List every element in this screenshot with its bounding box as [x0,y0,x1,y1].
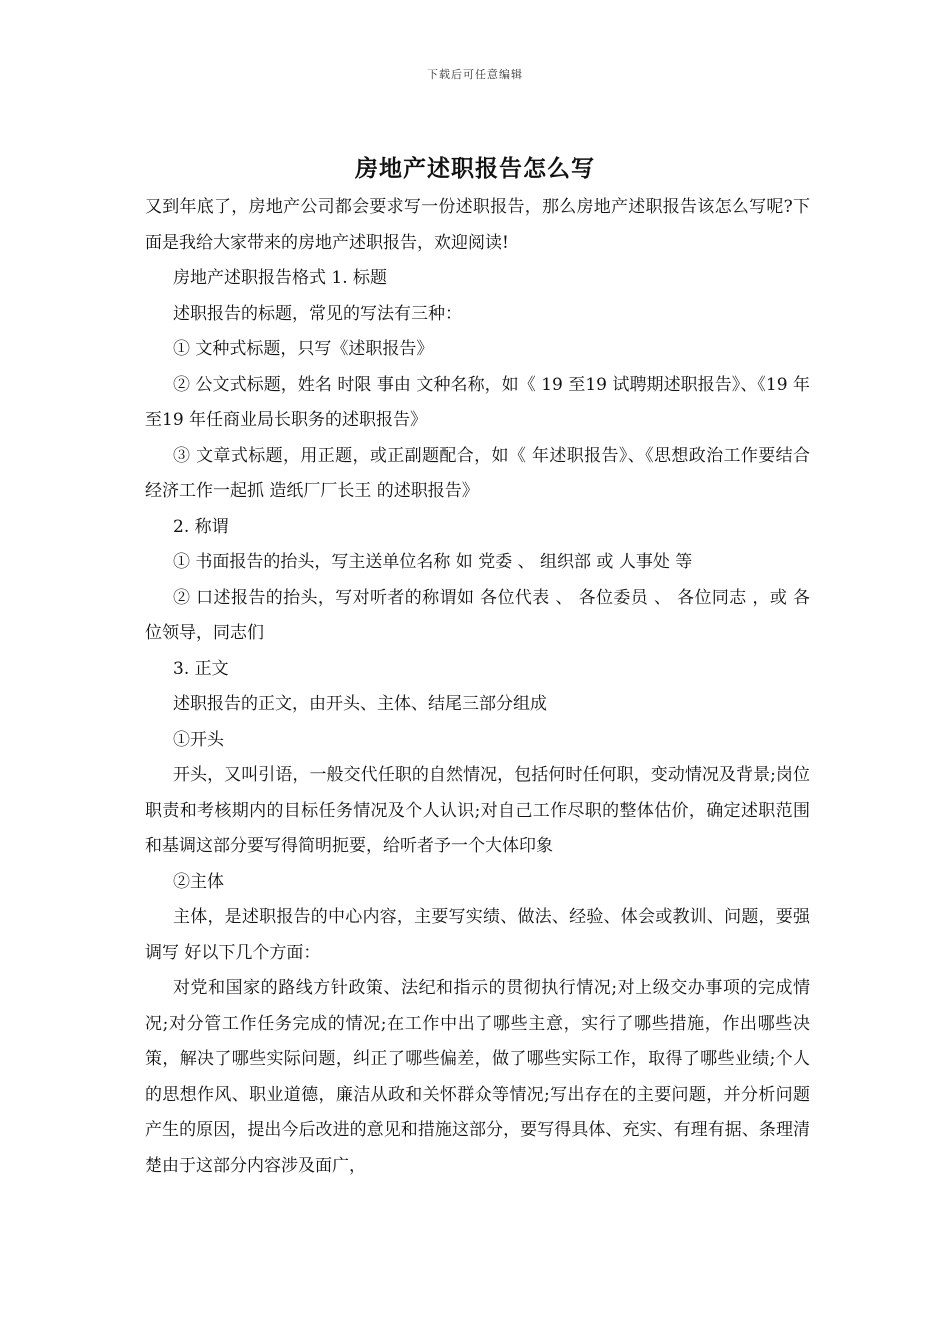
page-title: 房地产述职报告怎么写 [355,155,595,182]
paragraph: 房地产述职报告格式 1. 标题 [173,268,388,288]
paragraph: 主体，是述职报告的中心内容，主要写实绩、做法、经验、体会或教训、问题，要强调写 好以下几个方面： [145,907,810,963]
paragraph: 述职报告的正文，由开头、主体、结尾三部分组成 [173,694,547,714]
paragraph: 开头，又叫引语，一般交代任职的自然情况，包括何时任何职，变动情况及背景;岗位职责和考核期内的目标任务情况及个人认识;对自己工作尽职的整体估价，确定述职范围和基调这部分要写得简明扼要，给听者予一个大体印象 [145,765,810,856]
paragraph: ① 文种式标题，只写《述职报告》 [173,339,434,359]
paragraph: ②主体 [173,871,224,892]
paragraph: ① 书面报告的抬头，写主送单位名称 如 党委 、 组织部 或 人事处 等 [173,552,693,572]
paragraph: 又到年底了，房地产公司都会要求写一份述职报告，那么房地产述职报告该怎么写呢?下面是我给大家带来的房地产述职报告，欢迎阅读! [145,197,810,253]
document-body [145,190,810,1184]
paragraph: 2. 称谓 [173,516,229,537]
paragraph: ② 公文式标题，姓名 时限 事由 文种名称，如《 19 至19 试聘期述职报告》、《19 年至19 年任商业局长职务的述职报告》 [145,374,810,430]
header-note: 下载后可任意编辑 [427,68,523,81]
paragraph: 3. 正文 [173,658,229,679]
paragraph: ③ 文章式标题，用正题，或正副题配合，如《 年述职报告》、《思想政治工作要结合经济工作一起抓 造纸厂厂长王 的述职报告》 [145,445,810,501]
paragraph: ② 口述报告的抬头，写对听者的称谓如 各位代表 、 各位委员 、 各位同志 ，或 各位领导，同志们 [145,587,810,643]
paragraph: ①开头 [173,729,224,750]
paragraph: 对党和国家的路线方针政策、法纪和指示的贯彻执行情况;对上级交办事项的完成情况;对分管工作任务完成的情况;在工作中出了哪些主意，实行了哪些措施，作出哪些决策，解决了哪些实际问题，纠正了哪些偏差，做了哪些实际工作，取得了哪些业绩;个人的思想作风、职业道德，廉洁从政和关怀群众等情况;写出存在的主要问题，并分析问题产生的原因，提出今后改进的意见和措施这部分，要写得具体、充实、有理有据、条理清楚由于这部分内容涉及面广， [145,978,810,1176]
paragraph: 述职报告的标题，常见的写法有三种： [173,303,462,324]
